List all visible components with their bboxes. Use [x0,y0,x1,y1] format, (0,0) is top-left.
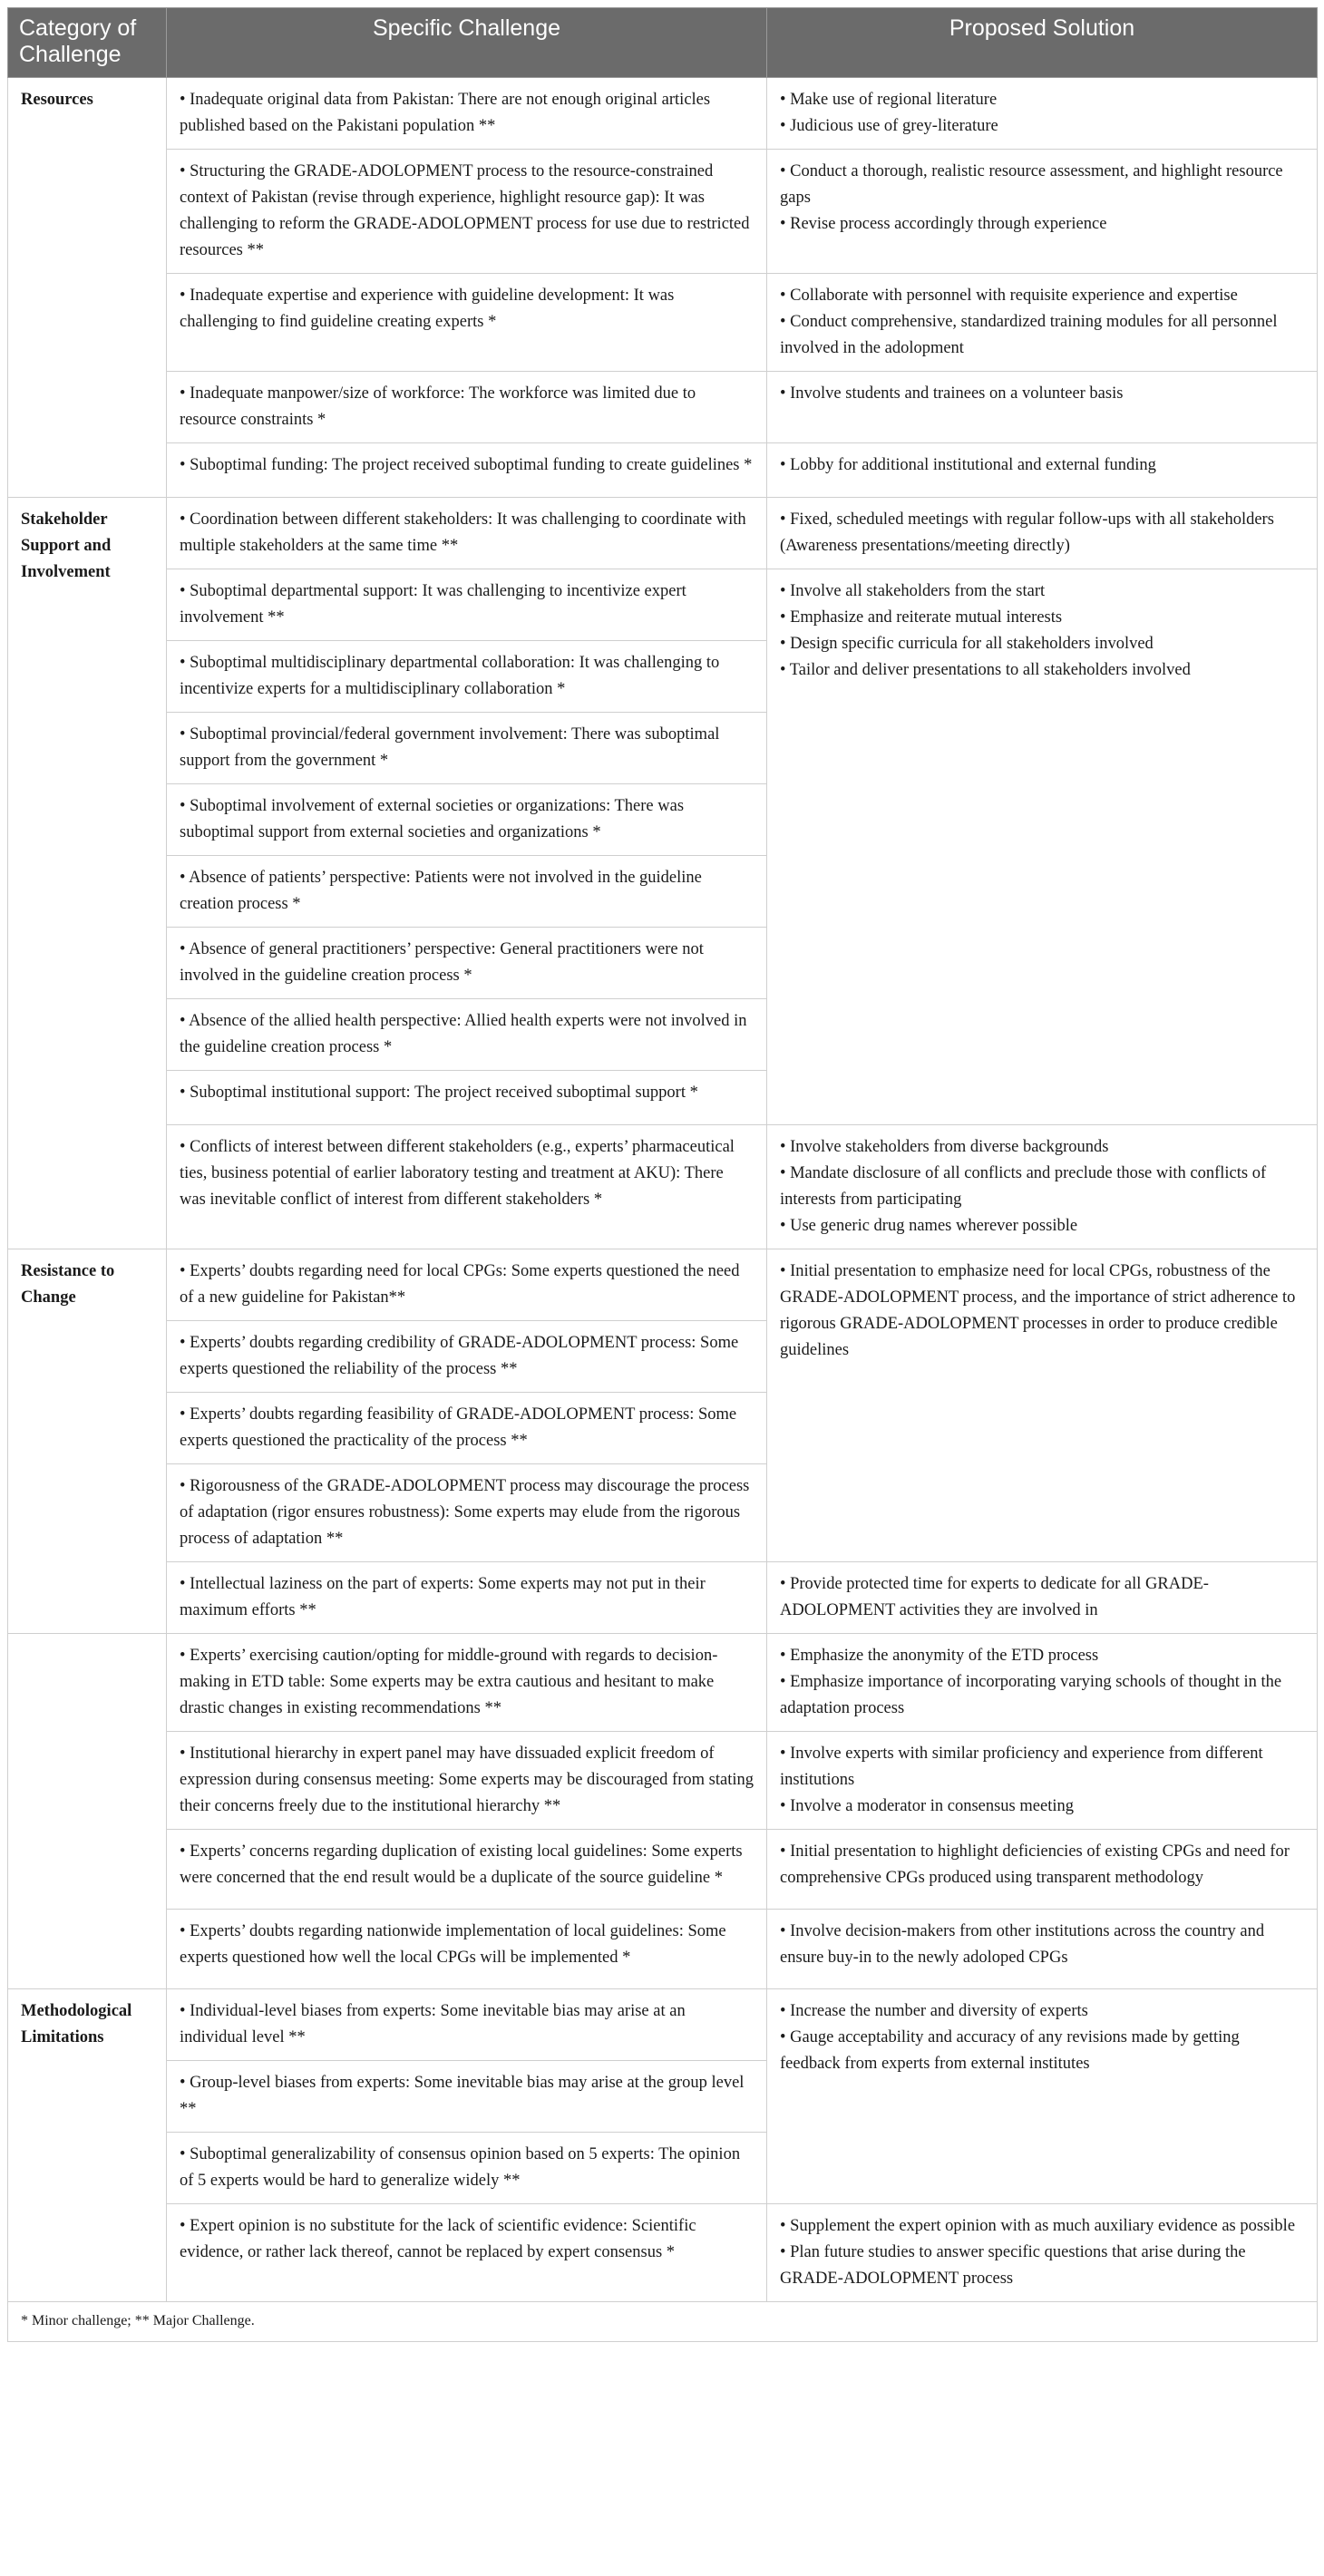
table-row [8,372,1318,443]
challenge-cell: • Rigorousness of the GRADE-ADOLOPMENT process may discourage the process of adaptation (rigor ensures robustness): Some experts may elude from the rigorous process of adaptation ** [167,1464,767,1562]
header-challenge: Specific Challenge [167,8,767,78]
challenge-cell: • Suboptimal multidisciplinary departmental collaboration: It was challenging to incentivize experts for a multidisciplinary collaboration * [167,641,767,713]
challenge-cell: • Suboptimal involvement of external societies or organizations: There was suboptimal support from external societies and organizations * [167,784,767,856]
challenge-cell: • Structuring the GRADE-ADOLOPMENT process to the resource-constrained context of Pakistan (revise through experience, highlight resource gap): It was challenging to reform the GRADE-ADOLOPMENT process for use due to restricted resources ** [167,150,767,274]
solution-item: • Plan future studies to answer specific questions that arise during the GRADE-ADOLOPMENT process [780,2243,1246,2288]
solution-cell [767,372,1318,443]
table-row [8,569,1318,641]
solution-item: • Judicious use of grey-literature [780,117,998,135]
footnote-row [8,2302,1318,2342]
challenge-cell: • Absence of patients’ perspective: Patients were not involved in the guideline creation process * [167,856,767,928]
solution-cell [767,78,1318,150]
header-category: Category of Challenge [8,8,167,78]
table-row [8,1562,1318,1634]
solution-cell [767,498,1318,569]
solution-cell [767,1910,1318,1989]
challenge-cell: • Suboptimal institutional support: The project received suboptimal support * [167,1071,767,1125]
challenge-cell: • Inadequate manpower/size of workforce: The workforce was limited due to resource constraints * [167,372,767,443]
challenge-cell: • Expert opinion is no substitute for the lack of scientific evidence: Scientific evidence, or rather lack thereof, cannot be replaced by expert consensus * [167,2204,767,2302]
challenge-cell: • Inadequate original data from Pakistan: There are not enough original articles published based on the Pakistani population ** [167,78,767,150]
table-body [8,78,1318,2302]
solution-cell [767,569,1318,1125]
solution-item: • Emphasize and reiterate mutual interests [780,608,1063,627]
table-row [8,1634,1318,1732]
challenge-cell: • Individual-level biases from experts: Some inevitable bias may arise at an individual level ** [167,1989,767,2061]
solution-item: • Make use of regional literature [780,91,998,109]
table-row [8,443,1318,498]
solution-cell [767,1989,1318,2204]
solution-item: • Revise process accordingly through experience [780,215,1107,233]
header-row [8,8,1318,78]
table-row [8,1830,1318,1910]
challenge-cell: • Experts’ concerns regarding duplication of existing local guidelines: Some experts were concerned that the end result would be a duplicate of the source guideline * [167,1830,767,1910]
solution-item: • Initial presentation to highlight deficiencies of existing CPGs and need for comprehensive CPGs produced using transparent methodology [780,1842,1290,1887]
solution-cell [767,2204,1318,2302]
challenge-cell: • Inadequate expertise and experience with guideline development: It was challenging to find guideline creating experts * [167,274,767,372]
table-row [8,1989,1318,2061]
solution-cell [767,1634,1318,1732]
table-row [8,78,1318,150]
table-row [8,1732,1318,1830]
solution-item: • Conduct a thorough, realistic resource assessment, and highlight resource gaps [780,162,1283,207]
solution-item: • Supplement the expert opinion with as much auxiliary evidence as possible [780,2217,1296,2235]
category-cell [8,1634,167,1989]
challenge-cell: • Coordination between different stakeholders: It was challenging to coordinate with multiple stakeholders at the same time ** [167,498,767,569]
solution-item: • Involve a moderator in consensus meeting [780,1797,1074,1815]
category-cell: Stakeholder Support and Involvement [8,498,167,1249]
table-row [8,2204,1318,2302]
challenge-cell: • Experts’ doubts regarding need for local CPGs: Some experts questioned the need of a new guideline for Pakistan** [167,1249,767,1321]
solution-item: • Involve stakeholders from diverse backgrounds [780,1138,1109,1156]
solution-item: • Involve all stakeholders from the start [780,582,1046,600]
table-row [8,1125,1318,1249]
solution-item: • Design specific curricula for all stakeholders involved [780,635,1154,653]
solution-item: • Provide protected time for experts to dedicate for all GRADE-ADOLOPMENT activities they are involved in [780,1575,1209,1619]
solution-item: • Involve experts with similar proficiency and experience from different institutions [780,1745,1263,1789]
solution-item: • Emphasize importance of incorporating varying schools of thought in the adaptation process [780,1673,1282,1717]
solution-item: • Tailor and deliver presentations to all stakeholders involved [780,661,1191,679]
solution-cell [767,443,1318,498]
challenge-cell: • Group-level biases from experts: Some inevitable bias may arise at the group level ** [167,2061,767,2133]
solution-item: • Increase the number and diversity of experts [780,2002,1088,2020]
challenges-table [7,7,1318,2342]
table-row [8,1249,1318,1321]
challenge-cell: • Institutional hierarchy in expert panel may have dissuaded explicit freedom of expression during consensus meeting: Some experts may be discouraged from stating their concerns freely due to the institutional hierarchy ** [167,1732,767,1830]
solution-item: • Emphasize the anonymity of the ETD process [780,1647,1099,1665]
challenge-cell: • Experts’ doubts regarding credibility of GRADE-ADOLOPMENT process: Some experts questioned the reliability of the process ** [167,1321,767,1393]
solution-cell [767,274,1318,372]
solution-cell [767,1732,1318,1830]
solution-item: • Involve students and trainees on a volunteer basis [780,384,1124,403]
solution-item: • Fixed, scheduled meetings with regular follow-ups with all stakeholders (Awareness presentations/meeting directly) [780,510,1274,555]
solution-cell [767,1830,1318,1910]
challenge-cell: • Absence of general practitioners’ perspective: General practitioners were not involved in the guideline creation process * [167,928,767,999]
solution-item: • Gauge acceptability and accuracy of any revisions made by getting feedback from experts from external institutes [780,2028,1240,2073]
solution-item: • Conduct comprehensive, standardized training modules for all personnel involved in the adolopment [780,313,1278,357]
solution-item: • Collaborate with personnel with requisite experience and expertise [780,287,1238,305]
table-row [8,498,1318,569]
solution-cell [767,1249,1318,1562]
challenge-cell: • Experts’ doubts regarding feasibility of GRADE-ADOLOPMENT process: Some experts questioned the practicality of the process ** [167,1393,767,1464]
solution-item: • Lobby for additional institutional and external funding [780,456,1156,474]
challenge-cell: • Suboptimal departmental support: It was challenging to incentivize expert involvement ** [167,569,767,641]
table-row [8,150,1318,274]
category-cell: Resistance to Change [8,1249,167,1634]
solution-cell [767,150,1318,274]
challenge-cell: • Conflicts of interest between different stakeholders (e.g., experts’ pharmaceutical ties, business potential of earlier laboratory testing and treatment at AKU): There was inevitable conflict of interest from different stakeholders * [167,1125,767,1249]
challenge-cell: • Absence of the allied health perspective: Allied health experts were not involved in the guideline creation process * [167,999,767,1071]
solution-item: • Involve decision-makers from other institutions across the country and ensure buy-in to the newly adoloped CPGs [780,1922,1265,1967]
challenge-cell: • Suboptimal generalizability of consensus opinion based on 5 experts: The opinion of 5 experts would be hard to generalize widely ** [167,2133,767,2204]
challenge-cell: • Experts’ doubts regarding nationwide implementation of local guidelines: Some experts questioned how well the local CPGs will be implemented * [167,1910,767,1989]
challenge-cell: • Suboptimal funding: The project received suboptimal funding to create guidelines * [167,443,767,498]
footnote: * Minor challenge; ** Major Challenge. [8,2302,1318,2342]
header-solution: Proposed Solution [767,8,1318,78]
challenge-cell: • Suboptimal provincial/federal government involvement: There was suboptimal support from the government * [167,713,767,784]
category-cell: Resources [8,78,167,498]
solution-cell [767,1125,1318,1249]
table-row [8,1910,1318,1989]
solution-item: • Use generic drug names wherever possible [780,1217,1078,1235]
table-row [8,274,1318,372]
solution-cell [767,1562,1318,1634]
solution-item: • Initial presentation to emphasize need for local CPGs, robustness of the GRADE-ADOLOPMENT process, and the importance of strict adherence to rigorous GRADE-ADOLOPMENT processes in order to produce credible guidelines [780,1262,1296,1359]
challenge-cell: • Experts’ exercising caution/opting for middle-ground with regards to decision-making in ETD table: Some experts may be extra cautious and hesitant to make drastic changes in existing recommendations ** [167,1634,767,1732]
solution-item: • Mandate disclosure of all conflicts and preclude those with conflicts of interests from participating [780,1164,1267,1209]
challenge-cell: • Intellectual laziness on the part of experts: Some experts may not put in their maximum efforts ** [167,1562,767,1634]
category-cell: Methodological Limitations [8,1989,167,2302]
